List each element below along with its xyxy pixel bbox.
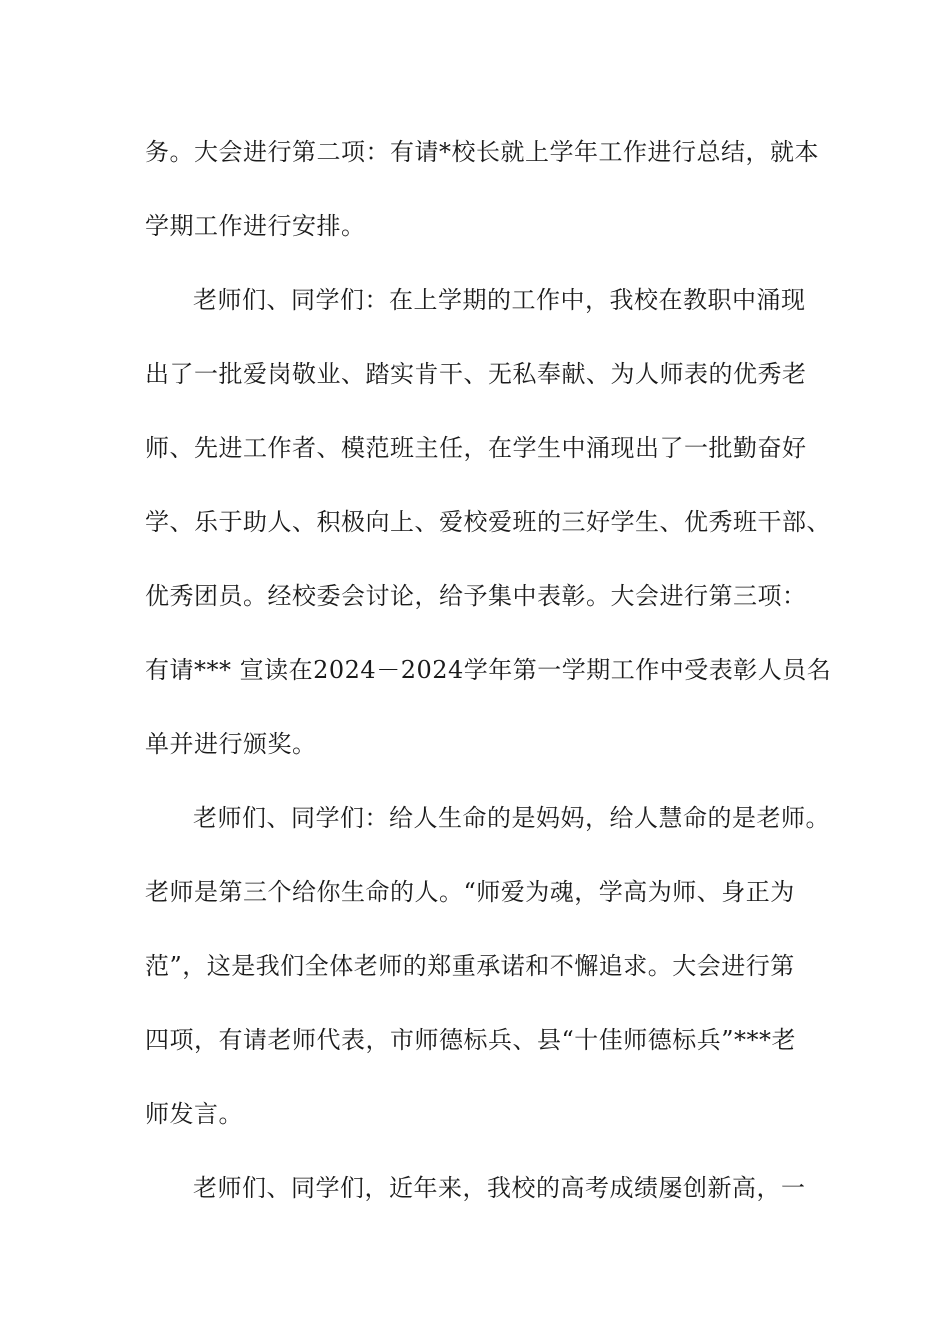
paragraph-first-line: 老师们、同学们：给人生命的是妈妈，给人慧命的是老师。 (193, 804, 830, 832)
paragraph-first-line: 老师们、同学们，近年来，我校的高考成绩屡创新高，一 (193, 1174, 806, 1202)
text-line: 范”，这是我们全体老师的郑重承诺和不懈追求。大会进行第 (145, 952, 795, 980)
text-line: 师、先进工作者、模范班主任，在学生中涌现出了一批勤奋好 (145, 434, 807, 462)
text-line: 有请*** 宣读在2024－2024学年第一学期工作中受表彰人员名 (145, 656, 832, 684)
text-line: 优秀团员。经校委会讨论，给予集中表彰。大会进行第三项： (145, 582, 807, 610)
text-line: 单并进行颁奖。 (145, 730, 317, 758)
text-line: 四项，有请老师代表，市师德标兵、县“十佳师德标兵”***老 (145, 1026, 797, 1054)
text-line: 师发言。 (145, 1100, 243, 1128)
text-line: 出了一批爱岗敬业、踏实肯干、无私奉献、为人师表的优秀老 (145, 360, 807, 388)
text-line: 老师是第三个给你生命的人。“师爱为魂，学高为师、身正为 (145, 878, 795, 906)
text-line: 学、乐于助人、积极向上、爱校爱班的三好学生、优秀班干部、 (145, 508, 831, 536)
paragraph-first-line: 老师们、同学们：在上学期的工作中，我校在教职中涌现 (193, 286, 806, 314)
text-line: 务。大会进行第二项：有请*校长就上学年工作进行总结，就本 (145, 138, 819, 166)
text-line: 学期工作进行安排。 (145, 212, 366, 240)
